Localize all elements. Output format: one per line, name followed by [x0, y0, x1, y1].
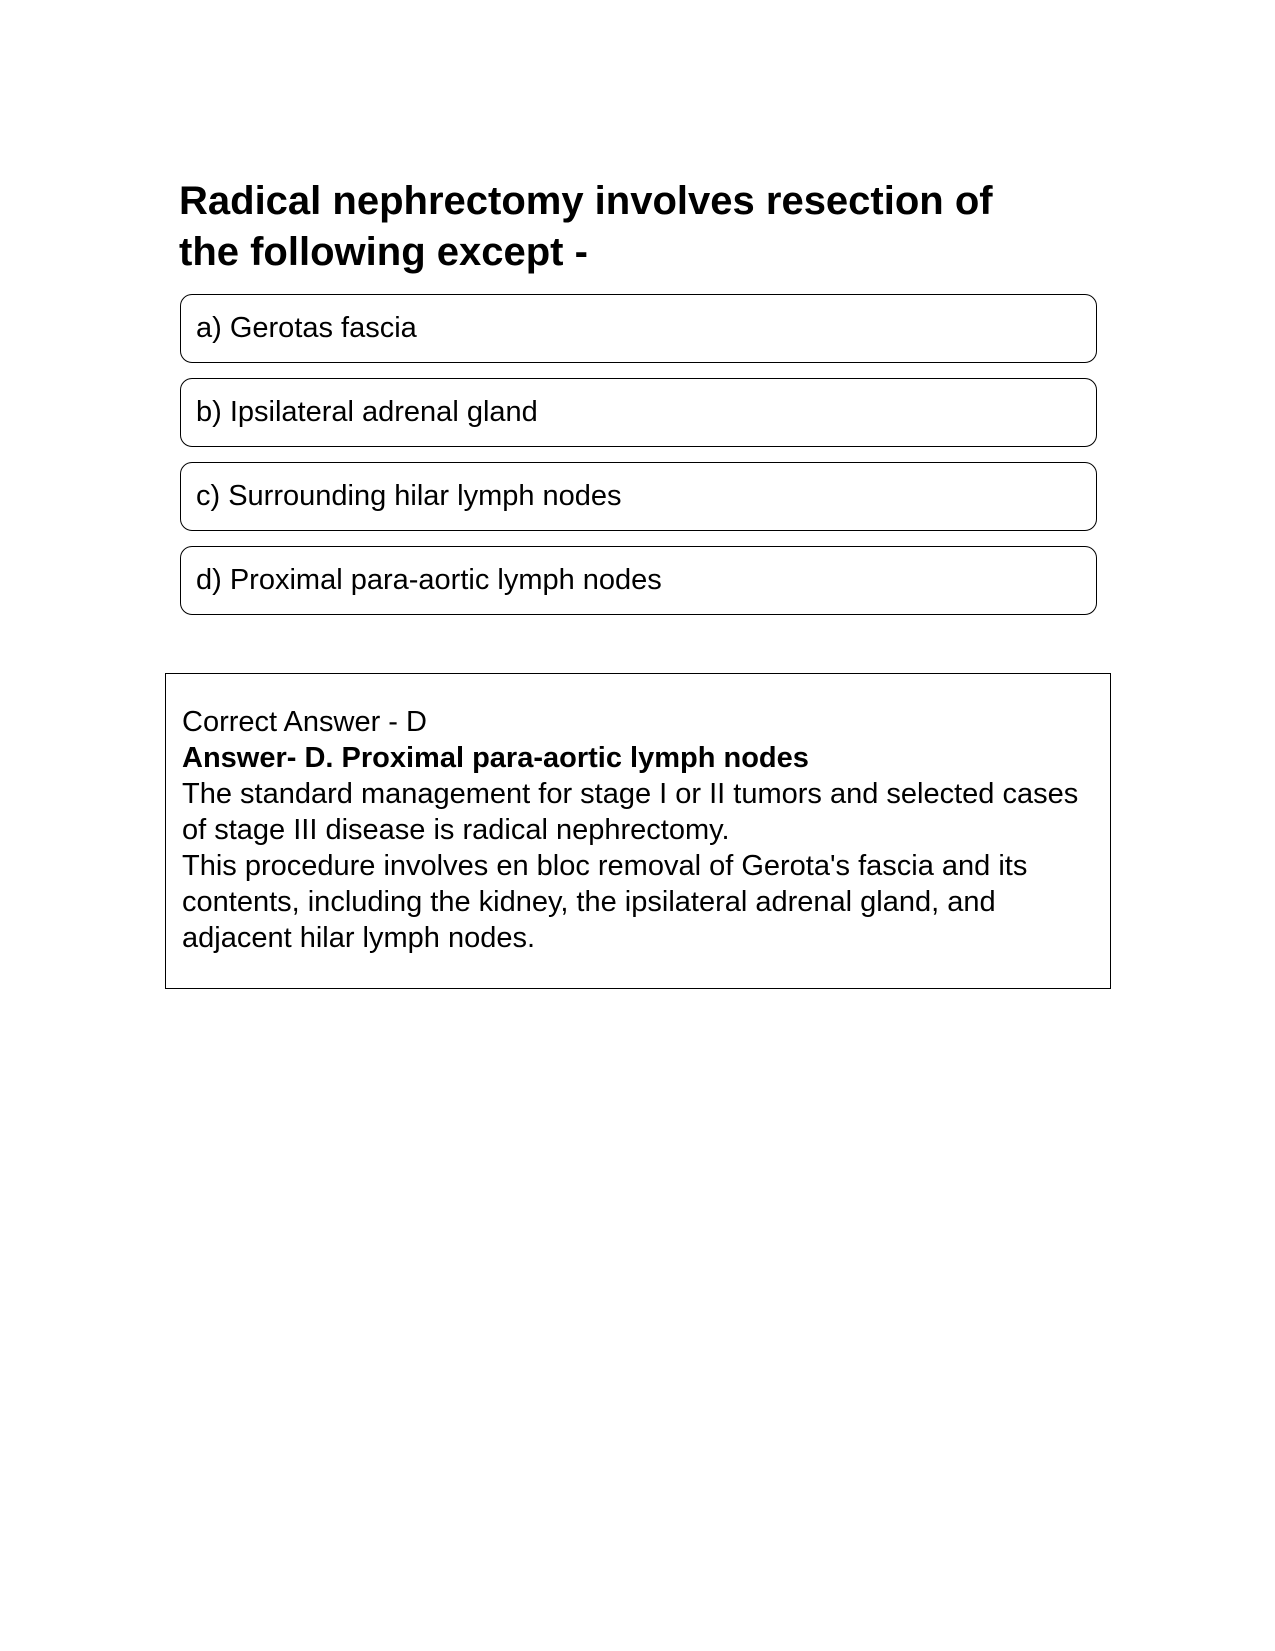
option-c[interactable]: c) Surrounding hilar lymph nodes: [180, 462, 1097, 531]
correct-answer-label: Correct Answer - D: [182, 706, 427, 738]
option-a[interactable]: a) Gerotas fascia: [180, 294, 1097, 363]
question-title: Radical nephrectomy involves resection of the following except -: [179, 179, 993, 274]
answer-explanation-box: [165, 673, 1111, 989]
options-list: [180, 294, 1097, 630]
option-b[interactable]: b) Ipsilateral adrenal gland: [180, 378, 1097, 447]
explanation-paragraph-1: The standard management for stage I or II tumors and selected cases of stage III disease is radical nephrectomy.: [182, 778, 1079, 846]
explanation-paragraph-2: This procedure involves en bloc removal of Gerota's fascia and its contents, including the kidney, the ipsilateral adrenal gland, and adjacent hilar lymph nodes.: [182, 850, 1028, 954]
answer-heading: Answer- D. Proximal para-aortic lymph nodes: [182, 742, 809, 774]
option-d[interactable]: d) Proximal para-aortic lymph nodes: [180, 546, 1097, 615]
